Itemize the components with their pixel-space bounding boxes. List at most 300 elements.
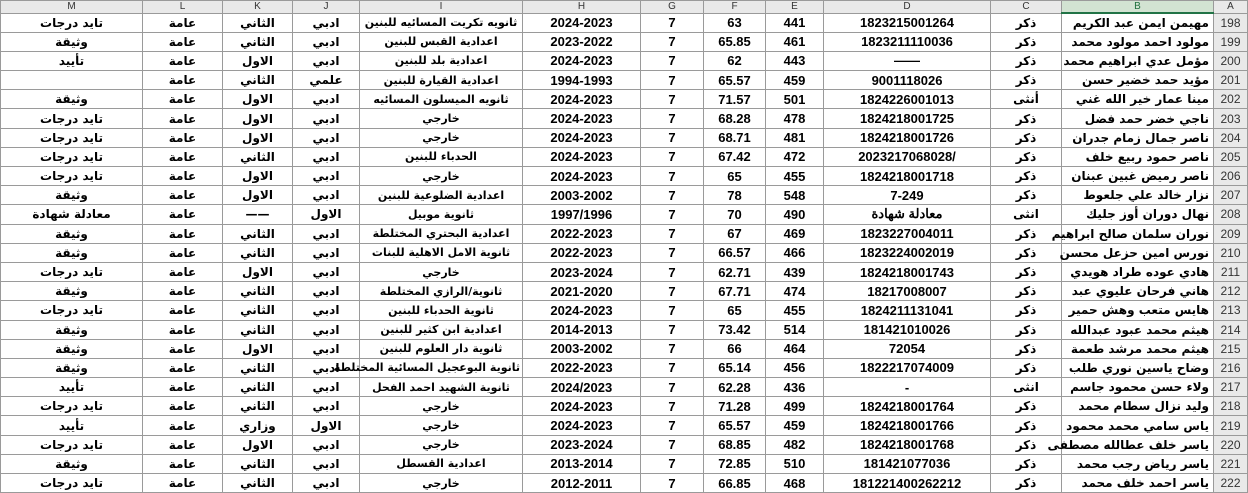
cell-c[interactable]: ذكر [991, 454, 1062, 473]
cell-m[interactable]: وثيقة [1, 224, 143, 243]
cell-i[interactable]: اعدادية بلد للبنين [360, 51, 523, 70]
cell-g[interactable]: 7 [641, 186, 704, 205]
cell-i[interactable]: خارجي [360, 128, 523, 147]
cell-g[interactable]: 7 [641, 282, 704, 301]
cell-d[interactable]: 1823215001264 [824, 13, 991, 32]
cell-i[interactable]: ثانوية الشهيد احمد الفحل [360, 378, 523, 397]
cell-e[interactable]: 455 [766, 301, 824, 320]
cell-h[interactable]: 2024-2023 [523, 301, 641, 320]
cell-k[interactable]: الاول [223, 90, 293, 109]
cell-l[interactable]: عامة [143, 416, 223, 435]
cell-m[interactable]: وثيقة [1, 243, 143, 262]
cell-b[interactable]: ياسر احمد خلف محمد [1062, 474, 1214, 493]
column-header-e[interactable]: E [766, 1, 824, 14]
cell-l[interactable]: عامة [143, 13, 223, 32]
cell-d[interactable]: 181421010026 [824, 320, 991, 339]
cell-h[interactable]: 2024-2023 [523, 397, 641, 416]
cell-c[interactable]: ذكر [991, 51, 1062, 70]
cell-l[interactable]: عامة [143, 454, 223, 473]
cell-l[interactable]: عامة [143, 435, 223, 454]
cell-i[interactable]: اعدادية القيارة للبنين [360, 71, 523, 90]
cell-l[interactable]: عامة [143, 243, 223, 262]
cell-j[interactable]: ادبي [293, 339, 360, 358]
cell-f[interactable]: 65 [704, 301, 766, 320]
cell-c[interactable]: ذكر [991, 243, 1062, 262]
cell-d[interactable]: 1824218001726 [824, 128, 991, 147]
cell-g[interactable]: 7 [641, 301, 704, 320]
cell-k[interactable]: الاول [223, 109, 293, 128]
cell-m[interactable]: تايد درجات [1, 167, 143, 186]
cell-d[interactable]: 1824218001766 [824, 416, 991, 435]
cell-f[interactable]: 68.28 [704, 109, 766, 128]
cell-b[interactable]: ناجي خضر حمد فضل [1062, 109, 1214, 128]
row-number[interactable]: 210 [1214, 243, 1248, 262]
cell-f[interactable]: 66.57 [704, 243, 766, 262]
cell-g[interactable]: 7 [641, 397, 704, 416]
cell-j[interactable]: ادبي [293, 301, 360, 320]
cell-k[interactable]: الثاني [223, 320, 293, 339]
row-number[interactable]: 214 [1214, 320, 1248, 339]
cell-l[interactable]: عامة [143, 167, 223, 186]
cell-c[interactable]: ذكر [991, 224, 1062, 243]
cell-e[interactable]: 514 [766, 320, 824, 339]
cell-i[interactable]: اعدادية الضلوعية للبنين [360, 186, 523, 205]
cell-c[interactable]: ذكر [991, 32, 1062, 51]
cell-h[interactable]: 2024-2023 [523, 128, 641, 147]
cell-k[interactable]: الثاني [223, 13, 293, 32]
cell-h[interactable]: 2022-2023 [523, 243, 641, 262]
cell-k[interactable]: الثاني [223, 243, 293, 262]
cell-m[interactable]: تايد درجات [1, 435, 143, 454]
cell-j[interactable]: ادبي [293, 243, 360, 262]
row-number[interactable]: 207 [1214, 186, 1248, 205]
cell-j[interactable]: ادبي [293, 262, 360, 281]
cell-b[interactable]: ناصر رميض غبين عبنان [1062, 167, 1214, 186]
cell-c[interactable]: ذكر [991, 109, 1062, 128]
cell-b[interactable]: نوران سلمان صالح ابراهيم [1062, 224, 1214, 243]
cell-l[interactable]: عامة [143, 186, 223, 205]
cell-m[interactable]: تايد درجات [1, 128, 143, 147]
cell-d[interactable]: 1824218001743 [824, 262, 991, 281]
cell-g[interactable]: 7 [641, 378, 704, 397]
cell-l[interactable]: عامة [143, 262, 223, 281]
cell-d[interactable]: 1824226001013 [824, 90, 991, 109]
cell-k[interactable]: الثاني [223, 224, 293, 243]
row-number[interactable]: 218 [1214, 397, 1248, 416]
cell-h[interactable]: 2024-2023 [523, 90, 641, 109]
cell-m[interactable]: معادلة شهادة [1, 205, 143, 224]
cell-k[interactable]: الاول [223, 128, 293, 147]
column-header-j[interactable]: J [293, 1, 360, 14]
cell-j[interactable]: الاول [293, 416, 360, 435]
cell-c[interactable]: ذكر [991, 128, 1062, 147]
cell-k[interactable]: الاول [223, 186, 293, 205]
cell-f[interactable]: 62.28 [704, 378, 766, 397]
cell-h[interactable]: 2023-2024 [523, 262, 641, 281]
cell-h[interactable]: 2023-2022 [523, 32, 641, 51]
cell-b[interactable]: وليد نزال سطام محمد [1062, 397, 1214, 416]
cell-j[interactable]: ادبي [293, 282, 360, 301]
cell-k[interactable]: الثاني [223, 32, 293, 51]
cell-b[interactable]: مهيمن ايمن عبد الكريم [1062, 13, 1214, 32]
cell-h[interactable]: 2024-2023 [523, 13, 641, 32]
cell-j[interactable]: ادبي [293, 358, 360, 377]
cell-g[interactable]: 7 [641, 32, 704, 51]
cell-d[interactable]: 18217008007 [824, 282, 991, 301]
cell-m[interactable]: تأييد [1, 378, 143, 397]
cell-m[interactable]: تايد درجات [1, 474, 143, 493]
cell-f[interactable]: 65.57 [704, 71, 766, 90]
cell-c[interactable]: انثى [991, 378, 1062, 397]
cell-b[interactable]: هاني فرحان عليوي عبد [1062, 282, 1214, 301]
cell-f[interactable]: 67 [704, 224, 766, 243]
cell-j[interactable]: علمي [293, 71, 360, 90]
cell-d[interactable]: 7-249 [824, 186, 991, 205]
cell-g[interactable]: 7 [641, 90, 704, 109]
cell-l[interactable]: عامة [143, 205, 223, 224]
cell-b[interactable]: مؤيد حمد خضير حسن [1062, 71, 1214, 90]
cell-k[interactable]: —— [223, 205, 293, 224]
cell-j[interactable]: ادبي [293, 320, 360, 339]
cell-i[interactable]: ثانوية موبيل [360, 205, 523, 224]
cell-k[interactable]: الاول [223, 339, 293, 358]
cell-c[interactable]: ذكر [991, 474, 1062, 493]
cell-c[interactable]: ذكر [991, 13, 1062, 32]
cell-b[interactable]: مولود احمد مولود محمد [1062, 32, 1214, 51]
row-number[interactable]: 219 [1214, 416, 1248, 435]
cell-j[interactable]: ادبي [293, 397, 360, 416]
cell-l[interactable]: عامة [143, 358, 223, 377]
cell-f[interactable]: 71.57 [704, 90, 766, 109]
cell-c[interactable]: ذكر [991, 167, 1062, 186]
column-header-l[interactable]: L [143, 1, 223, 14]
cell-c[interactable]: أنثى [991, 90, 1062, 109]
cell-g[interactable]: 7 [641, 474, 704, 493]
cell-m[interactable]: تايد درجات [1, 147, 143, 166]
cell-f[interactable]: 66.85 [704, 474, 766, 493]
cell-f[interactable]: 70 [704, 205, 766, 224]
cell-e[interactable]: 441 [766, 13, 824, 32]
cell-i[interactable]: اعدادية القسطل [360, 454, 523, 473]
cell-b[interactable]: ناصر جمال زمام جدران [1062, 128, 1214, 147]
cell-e[interactable]: 459 [766, 416, 824, 435]
cell-l[interactable]: عامة [143, 339, 223, 358]
row-number[interactable]: 221 [1214, 454, 1248, 473]
cell-l[interactable]: عامة [143, 32, 223, 51]
cell-g[interactable]: 7 [641, 320, 704, 339]
cell-m[interactable]: وثيقة [1, 454, 143, 473]
cell-g[interactable]: 7 [641, 435, 704, 454]
cell-f[interactable]: 73.42 [704, 320, 766, 339]
cell-c[interactable]: ذكر [991, 186, 1062, 205]
cell-c[interactable]: ذكر [991, 320, 1062, 339]
cell-i[interactable]: ثانويه الميسلون المسائيه [360, 90, 523, 109]
cell-b[interactable]: ياس سامي محمد محمود [1062, 416, 1214, 435]
cell-e[interactable]: 468 [766, 474, 824, 493]
cell-k[interactable]: الثاني [223, 454, 293, 473]
cell-f[interactable]: 67.71 [704, 282, 766, 301]
cell-l[interactable]: عامة [143, 71, 223, 90]
cell-e[interactable]: 464 [766, 339, 824, 358]
cell-h[interactable]: 2003-2002 [523, 186, 641, 205]
row-number[interactable]: 215 [1214, 339, 1248, 358]
cell-i[interactable]: ثانوية الحدباء للبنين [360, 301, 523, 320]
cell-l[interactable]: عامة [143, 282, 223, 301]
column-header-f[interactable]: F [704, 1, 766, 14]
cell-d[interactable]: 181421077036 [824, 454, 991, 473]
cell-l[interactable]: عامة [143, 397, 223, 416]
row-number[interactable]: 209 [1214, 224, 1248, 243]
cell-i[interactable]: اعدادية ابن كثير للبنين [360, 320, 523, 339]
cell-b[interactable]: هيثم محمد عبود عبدالله [1062, 320, 1214, 339]
cell-e[interactable]: 455 [766, 167, 824, 186]
cell-e[interactable]: 469 [766, 224, 824, 243]
cell-e[interactable]: 472 [766, 147, 824, 166]
cell-i[interactable]: خارجي [360, 397, 523, 416]
cell-l[interactable]: عامة [143, 109, 223, 128]
cell-h[interactable]: 1994-1993 [523, 71, 641, 90]
cell-h[interactable]: 2022-2023 [523, 358, 641, 377]
cell-b[interactable]: مؤمل عدي ابراهيم محمد [1062, 51, 1214, 70]
cell-h[interactable]: 1997/1996 [523, 205, 641, 224]
cell-g[interactable]: 7 [641, 205, 704, 224]
row-number[interactable]: 208 [1214, 205, 1248, 224]
column-header-i[interactable]: I [360, 1, 523, 14]
cell-g[interactable]: 7 [641, 358, 704, 377]
cell-k[interactable]: الثاني [223, 147, 293, 166]
cell-b[interactable]: وضاح ياسين نوري طلب [1062, 358, 1214, 377]
cell-f[interactable]: 65.85 [704, 32, 766, 51]
cell-h[interactable]: 2023-2024 [523, 435, 641, 454]
cell-m[interactable]: تأييد [1, 51, 143, 70]
row-number[interactable]: 222 [1214, 474, 1248, 493]
cell-g[interactable]: 7 [641, 51, 704, 70]
cell-m[interactable]: تايد درجات [1, 397, 143, 416]
cell-b[interactable]: مينا عمار خير الله غني [1062, 90, 1214, 109]
cell-h[interactable]: 2024-2023 [523, 51, 641, 70]
row-number[interactable]: 213 [1214, 301, 1248, 320]
cell-l[interactable]: عامة [143, 301, 223, 320]
row-number[interactable]: 199 [1214, 32, 1248, 51]
column-header-h[interactable]: H [523, 1, 641, 14]
cell-i[interactable]: خارجي [360, 435, 523, 454]
cell-m[interactable]: تايد درجات [1, 13, 143, 32]
cell-h[interactable]: 2021-2020 [523, 282, 641, 301]
cell-b[interactable]: نورس امين حزعل محسن [1062, 243, 1214, 262]
cell-d[interactable]: 1824218001764 [824, 397, 991, 416]
cell-b[interactable]: ياسر خلف عطالله مصطفى [1062, 435, 1214, 454]
cell-k[interactable]: الاول [223, 167, 293, 186]
cell-f[interactable]: 63 [704, 13, 766, 32]
cell-d[interactable]: —— [824, 51, 991, 70]
cell-m[interactable]: تايد درجات [1, 262, 143, 281]
cell-j[interactable]: ادبي [293, 474, 360, 493]
cell-e[interactable]: 490 [766, 205, 824, 224]
cell-k[interactable]: الاول [223, 435, 293, 454]
cell-i[interactable]: ثانوية الامل الاهلية للبنات [360, 243, 523, 262]
cell-h[interactable]: 2012-2011 [523, 474, 641, 493]
cell-d[interactable]: 1824218001718 [824, 167, 991, 186]
cell-i[interactable]: خارجي [360, 109, 523, 128]
cell-d[interactable]: 1823211110036 [824, 32, 991, 51]
cell-f[interactable]: 65 [704, 167, 766, 186]
cell-m[interactable]: تايد درجات [1, 109, 143, 128]
cell-h[interactable]: 2014-2013 [523, 320, 641, 339]
cell-j[interactable]: ادبي [293, 13, 360, 32]
cell-f[interactable]: 68.71 [704, 128, 766, 147]
cell-i[interactable]: اعدادية القبس للبنين [360, 32, 523, 51]
row-number[interactable]: 206 [1214, 167, 1248, 186]
cell-m[interactable]: وثيقة [1, 186, 143, 205]
row-number[interactable]: 204 [1214, 128, 1248, 147]
cell-g[interactable]: 7 [641, 128, 704, 147]
cell-h[interactable]: 2022-2023 [523, 224, 641, 243]
column-header-g[interactable]: G [641, 1, 704, 14]
cell-j[interactable]: ادبي [293, 186, 360, 205]
cell-e[interactable]: 443 [766, 51, 824, 70]
row-number[interactable]: 202 [1214, 90, 1248, 109]
cell-h[interactable]: 2024-2023 [523, 109, 641, 128]
cell-g[interactable]: 7 [641, 71, 704, 90]
cell-l[interactable]: عامة [143, 128, 223, 147]
cell-h[interactable]: 2024/2023 [523, 378, 641, 397]
cell-e[interactable]: 510 [766, 454, 824, 473]
cell-g[interactable]: 7 [641, 147, 704, 166]
cell-j[interactable]: ادبي [293, 454, 360, 473]
cell-f[interactable]: 65.14 [704, 358, 766, 377]
cell-l[interactable]: عامة [143, 90, 223, 109]
cell-f[interactable]: 62.71 [704, 262, 766, 281]
cell-c[interactable]: ذكر [991, 71, 1062, 90]
cell-e[interactable]: 548 [766, 186, 824, 205]
cell-c[interactable]: ذكر [991, 416, 1062, 435]
cell-i[interactable]: خارجي [360, 167, 523, 186]
cell-e[interactable]: 481 [766, 128, 824, 147]
cell-j[interactable]: ادبي [293, 435, 360, 454]
row-number[interactable]: 198 [1214, 13, 1248, 32]
cell-g[interactable]: 7 [641, 454, 704, 473]
row-number[interactable]: 203 [1214, 109, 1248, 128]
cell-i[interactable]: خارجي [360, 474, 523, 493]
cell-k[interactable]: الثاني [223, 378, 293, 397]
cell-j[interactable]: ادبي [293, 128, 360, 147]
cell-b[interactable]: هادي عوده طراد هويدي [1062, 262, 1214, 281]
cell-m[interactable] [1, 71, 143, 90]
cell-m[interactable]: وثيقة [1, 358, 143, 377]
cell-e[interactable]: 459 [766, 71, 824, 90]
cell-e[interactable]: 474 [766, 282, 824, 301]
cell-f[interactable]: 67.42 [704, 147, 766, 166]
cell-j[interactable]: ادبي [293, 51, 360, 70]
cell-g[interactable]: 7 [641, 109, 704, 128]
row-number[interactable]: 217 [1214, 378, 1248, 397]
cell-e[interactable]: 482 [766, 435, 824, 454]
cell-k[interactable]: الثاني [223, 358, 293, 377]
cell-e[interactable]: 466 [766, 243, 824, 262]
cell-d[interactable]: 9001118026 [824, 71, 991, 90]
cell-d[interactable]: 1824211131041 [824, 301, 991, 320]
cell-d[interactable]: 181221400262212 [824, 474, 991, 493]
cell-k[interactable]: وزاري [223, 416, 293, 435]
cell-i[interactable]: اعدادية البحتري المختلطة [360, 224, 523, 243]
cell-b[interactable]: ناصر حمود ربيع خلف [1062, 147, 1214, 166]
cell-l[interactable]: عامة [143, 224, 223, 243]
row-number[interactable]: 212 [1214, 282, 1248, 301]
row-number[interactable]: 201 [1214, 71, 1248, 90]
cell-k[interactable]: الثاني [223, 301, 293, 320]
cell-g[interactable]: 7 [641, 13, 704, 32]
cell-d[interactable]: 72054 [824, 339, 991, 358]
cell-i[interactable]: ثانوية دار العلوم للبنين [360, 339, 523, 358]
cell-c[interactable]: ذكر [991, 282, 1062, 301]
cell-m[interactable]: تايد درجات [1, 301, 143, 320]
cell-d[interactable]: 2023217068028/ [824, 147, 991, 166]
cell-e[interactable]: 499 [766, 397, 824, 416]
cell-j[interactable]: ادبي [293, 90, 360, 109]
cell-k[interactable]: الثاني [223, 282, 293, 301]
cell-d[interactable]: معادلة شهادة [824, 205, 991, 224]
cell-m[interactable]: وثيقة [1, 282, 143, 301]
cell-g[interactable]: 7 [641, 262, 704, 281]
cell-b[interactable]: نزار خالد علي جلعوط [1062, 186, 1214, 205]
cell-h[interactable]: 2024-2023 [523, 167, 641, 186]
row-number[interactable]: 220 [1214, 435, 1248, 454]
row-number[interactable]: 211 [1214, 262, 1248, 281]
cell-j[interactable]: ادبي [293, 167, 360, 186]
cell-b[interactable]: ولاء حسن محمود جاسم [1062, 378, 1214, 397]
cell-b[interactable]: ياسر رياض رجب محمد [1062, 454, 1214, 473]
cell-d[interactable]: 1824218001768 [824, 435, 991, 454]
cell-h[interactable]: 2024-2023 [523, 147, 641, 166]
cell-b[interactable]: هيثم محمد مرشد طعمة [1062, 339, 1214, 358]
cell-l[interactable]: عامة [143, 320, 223, 339]
column-header-m[interactable]: M [1, 1, 143, 14]
cell-e[interactable]: 461 [766, 32, 824, 51]
cell-j[interactable]: ادبي [293, 378, 360, 397]
cell-c[interactable]: ذكر [991, 397, 1062, 416]
cell-g[interactable]: 7 [641, 339, 704, 358]
cell-i[interactable]: خارجي [360, 416, 523, 435]
cell-j[interactable]: ادبي [293, 224, 360, 243]
cell-i[interactable]: الحدباء للبنين [360, 147, 523, 166]
row-number[interactable]: 200 [1214, 51, 1248, 70]
cell-e[interactable]: 501 [766, 90, 824, 109]
cell-f[interactable]: 65.57 [704, 416, 766, 435]
cell-c[interactable]: انثى [991, 205, 1062, 224]
cell-e[interactable]: 478 [766, 109, 824, 128]
cell-j[interactable]: ادبي [293, 147, 360, 166]
cell-l[interactable]: عامة [143, 378, 223, 397]
cell-b[interactable]: هايس متعب وهش حمير [1062, 301, 1214, 320]
cell-i[interactable]: ثانوية البوعجيل المسائية المختلطة [360, 358, 523, 377]
cell-m[interactable]: وثيقة [1, 32, 143, 51]
cell-l[interactable]: عامة [143, 147, 223, 166]
cell-d[interactable]: - [824, 378, 991, 397]
cell-l[interactable]: عامة [143, 51, 223, 70]
cell-i[interactable]: ثانويه تكريت المسائيه للبنين [360, 13, 523, 32]
cell-f[interactable]: 78 [704, 186, 766, 205]
cell-b[interactable]: نهال دوران أوز جليك [1062, 205, 1214, 224]
cell-m[interactable]: تأييد [1, 416, 143, 435]
cell-k[interactable]: الثاني [223, 397, 293, 416]
column-header-d[interactable]: D [824, 1, 991, 14]
cell-j[interactable]: ادبي [293, 32, 360, 51]
row-number[interactable]: 216 [1214, 358, 1248, 377]
cell-m[interactable]: وثيقة [1, 339, 143, 358]
column-header-c[interactable]: C [991, 1, 1062, 14]
cell-f[interactable]: 71.28 [704, 397, 766, 416]
cell-h[interactable]: 2003-2002 [523, 339, 641, 358]
